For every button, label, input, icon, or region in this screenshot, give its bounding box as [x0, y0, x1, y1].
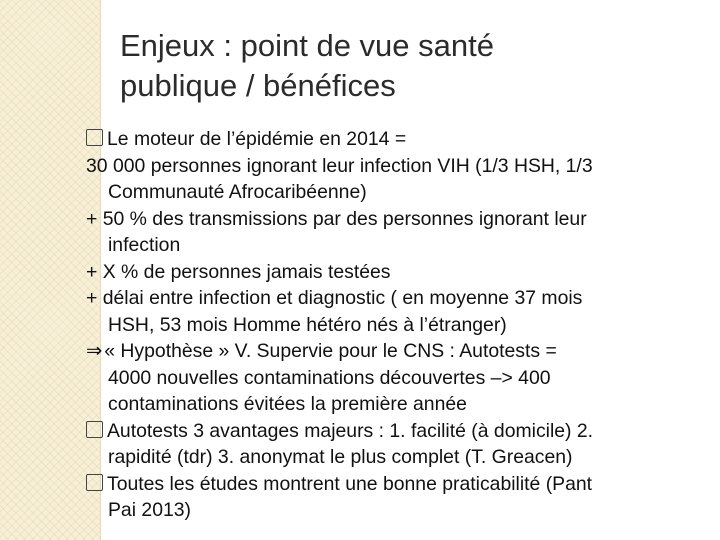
checkbox-bullet-icon: [86, 421, 103, 438]
body-line: 30 000 personnes ignorant leur infection VIH (1/3 HSH, 1/3: [86, 154, 593, 177]
body-line: contaminations évitées la première année: [108, 393, 467, 415]
slide-body: [86, 126, 714, 524]
body-line: Pai 2013): [108, 499, 192, 521]
title-line-2: publique / bénéfices: [120, 68, 396, 103]
checkbox-bullet-icon: [86, 474, 103, 491]
body-line: HSH, 53 mois Homme hétéro nés à l’étranger): [108, 313, 507, 336]
body-line: + X % de personnes jamais testées: [86, 260, 391, 283]
body-line: 4000 nouvelles contaminations découvertes –> 400: [108, 366, 551, 389]
body-line: infection: [108, 234, 181, 256]
hypothesis-item: ⇒ « Hypothèse » V. Supervie pour le CNS : Autotests =: [86, 340, 557, 362]
bullet-item-2: Autotests 3 avantages majeurs : 1. facilité (à domicile) 2.: [86, 418, 714, 445]
title-line-1: Enjeux : point de vue santé: [120, 28, 494, 63]
implies-arrow-icon: ⇒: [86, 340, 103, 362]
bullet-item-1: Le moteur de l’épidémie en 2014 =: [86, 126, 714, 153]
body-line: + 50 % des transmissions par des personnes ignorant leur: [86, 207, 587, 230]
bullet-item-3: Toutes les études montrent une bonne praticabilité (Pant: [86, 471, 714, 498]
body-line: Communauté Afrocaribéenne): [108, 181, 367, 203]
body-line: rapidité (tdr) 3. anonymat le plus complet (T. Greacen): [108, 446, 573, 468]
body-line: + délai entre infection et diagnostic ( en moyenne 37 mois: [86, 287, 583, 309]
checkbox-bullet-icon: [86, 129, 103, 146]
slide-title: [120, 26, 680, 106]
